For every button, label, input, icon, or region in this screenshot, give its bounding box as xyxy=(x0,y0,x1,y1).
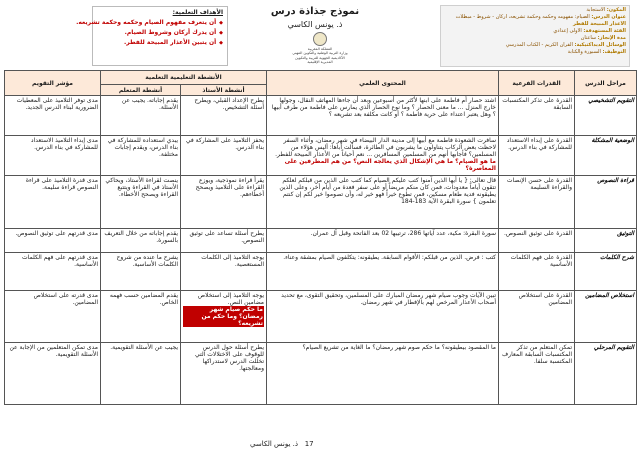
info-row xyxy=(444,7,626,14)
author-name: ذ. يونس الكاسي xyxy=(287,20,343,29)
competency-cell-text: القدرة على توثيق النصوص. xyxy=(503,230,572,237)
learner-cell xyxy=(101,229,181,253)
phase-cell xyxy=(575,253,637,291)
header-evaluation: مؤشر التقويم xyxy=(5,71,101,96)
learner-cell-text: يجيب عن الأسئلة التقويمية. xyxy=(110,344,178,351)
competency-cell-text: القدرة على تذكر المكتسبات السابقة xyxy=(502,97,572,111)
info-row xyxy=(444,28,626,35)
competency-cell xyxy=(499,136,575,176)
goal-item: ◆ أن يتعرف مفهوم الصيام وحكمه وحكمة تشريعه. xyxy=(97,18,223,28)
info-key: المكون: xyxy=(606,7,626,13)
teacher-highlight: ما حكم صيام شهر رمضان؟ وما حكم من تشريعه؟ xyxy=(183,306,264,327)
lesson-table xyxy=(4,70,637,405)
learner-cell-text: يشرح ما عنده من شروح الكلمات الأساسية. xyxy=(116,254,178,268)
info-key: الأعذار المبيحة للفطر xyxy=(573,21,626,27)
learner-cell-text: يقدم المضامين حسب فهمه الخاص. xyxy=(109,292,178,306)
learner-cell xyxy=(101,176,181,229)
content-cell xyxy=(267,136,499,176)
learning-goals-box xyxy=(76,6,228,66)
learner-cell xyxy=(101,136,181,176)
evaluation-cell-text: مدى إبداء التلاميذ الاستعداد للمشاركة في بناء الدرس. xyxy=(30,137,98,151)
table-row xyxy=(5,96,637,136)
info-value: الأولى إعدادي xyxy=(553,28,582,34)
content-cell xyxy=(267,96,499,136)
header-content: المحتوى العلمي xyxy=(267,71,499,96)
ministry-logo-block xyxy=(255,32,385,64)
teacher-cell-text: يطرح أسئلة تساعد على توثيق النصوص. xyxy=(189,230,264,244)
phase-cell-text: التقويم التشخيصي xyxy=(588,97,634,104)
learner-cell xyxy=(101,343,181,405)
lesson-info-box xyxy=(440,5,630,67)
info-row xyxy=(444,14,626,21)
phase-cell-text: قراءة النصوص xyxy=(597,177,634,184)
page-number: 17 xyxy=(304,440,314,448)
header-sub-competencies: القدرات الفرعية xyxy=(499,71,575,96)
ministry-line: المديرية الإقليمية xyxy=(307,60,333,64)
phase-cell xyxy=(575,343,637,405)
goal-item: ◆ أن يدرك أركان وشروط الصيام. xyxy=(97,28,223,38)
evaluation-cell-text: مدى تمكن المتعلمين من الإجابة عن الأسئلة التقويمية. xyxy=(9,344,98,358)
info-row xyxy=(444,21,626,28)
learner-cell-text: يبدي استعداده للمشاركة في بناء الدرس، ويقدم إجابات مختلفة. xyxy=(107,137,178,158)
learner-cell xyxy=(101,291,181,343)
phase-cell xyxy=(575,229,637,253)
competency-cell-text: تمكن المتعلم من تذكر المكتسبات السابقة المعارف المكتسبة سلفا. xyxy=(502,344,572,365)
learner-cell-text: ينصت لقراءة الأستاذ، ويحاكي الأستاذ في القراءة ويتتبع القراءة ويصحح الأخطاء. xyxy=(105,177,178,198)
content-cell-text: كتب : فرض. الذين من قبلكم: الأقوام السابقة. يطيقونه: يتكلفون الصيام بمشقة وعناء. xyxy=(283,254,496,261)
table-row xyxy=(5,136,637,176)
competency-cell-text: القدرة على حسن الإنصات والقراءة السليمة xyxy=(506,177,572,191)
evaluation-cell-text: مدى قدرته على استخلاص المضامين. xyxy=(33,292,98,306)
competency-cell xyxy=(499,253,575,291)
info-key: التوظيف: xyxy=(602,49,626,55)
info-row xyxy=(444,35,626,42)
competency-cell xyxy=(499,343,575,405)
content-cell xyxy=(267,229,499,253)
learner-cell-text: يقدم إجاباته من خلال التعريف بالسورة. xyxy=(104,230,178,244)
ministry-emblem-icon xyxy=(313,32,327,46)
teacher-cell xyxy=(181,253,267,291)
teacher-cell xyxy=(181,136,267,176)
info-key: الفئة المستهدفة: xyxy=(583,28,626,34)
page-footer xyxy=(250,440,314,448)
evaluation-cell xyxy=(5,136,101,176)
info-value: الصيام: مفهومه وحكمه وحكمة تشريعه، أركان - شروط - مبطلات xyxy=(455,14,590,20)
content-cell xyxy=(267,291,499,343)
phase-cell xyxy=(575,136,637,176)
info-key: مدة الإنجاز: xyxy=(597,35,626,41)
evaluation-cell xyxy=(5,229,101,253)
info-row xyxy=(444,49,626,56)
evaluation-cell-text: مدى قدرة التلاميذ على قراءة النصوص قراءة سليمة. xyxy=(25,177,98,191)
header-activities: الأنشطة التعليمية التعلمية xyxy=(101,71,267,85)
info-value: الاستجابة xyxy=(586,7,606,13)
table-row xyxy=(5,253,637,291)
content-cell xyxy=(267,253,499,291)
header-teacher-activities: أنشطة الأستاذ xyxy=(181,85,267,96)
page-title: نموذج جذاذة درس xyxy=(270,6,360,17)
ministry-line: وزارة التربية الوطنية والتكوين المهني xyxy=(292,51,348,56)
info-value: السبورة والكتابة xyxy=(567,49,601,55)
phase-cell xyxy=(575,96,637,136)
teacher-cell-text: يوجه التلاميذ إلى الكلمات المستعصية. xyxy=(201,254,264,268)
content-cell-text: قال تعالى: { يا أيها الذين آمنوا كتب عليكم الصيام كما كتب على الذين من قبلكم لعلكم تتقون أياماً معدودات، فمن كان منكم مريضاً أو على سفر فعدة من أيام أخر، وعلى الذين يطيقونه فدية طعام مسكين، فمن تطوع خيراً فهو خير له، وأن تصوموا خير لكم إن كنتم تعلمون } سورة البقرة الآية 183-184 xyxy=(279,177,496,205)
teacher-cell xyxy=(181,229,267,253)
info-row xyxy=(444,42,626,49)
phase-cell-text: التقويم المرحلي xyxy=(593,344,634,351)
content-cell-text: تبين الآيات وجوب صيام شهر رمضان المبارك على المسلمين، وتحقيق التقوى، مع تحديد أصحاب الأعذار المرخص لهم بالإفطار في شهر رمضان. xyxy=(281,292,496,306)
competency-cell xyxy=(499,291,575,343)
competency-cell-text: القدرة على فهم الكلمات الأساسية xyxy=(510,254,572,268)
content-cell-text: سافرت الشعوذة فاطمة مع أبيها إلى مدينة الدار البيضاء في شهر رمضان، وأثناء السفر لاحظت بعض الركاب يتناولون ما يشربون في الطائرة، فسألت أباها: أليس هؤلاء من المسلمين؟ فأجابها أنهم من المسلمين المسافرين ... نعم أحياناً من الأعذار المبيحة للفطر. xyxy=(275,137,496,158)
teacher-cell xyxy=(181,176,267,229)
competency-cell xyxy=(499,176,575,229)
info-key: الوسائل الديداكتيكية: xyxy=(574,42,626,48)
evaluation-cell xyxy=(5,253,101,291)
competency-cell xyxy=(499,96,575,136)
teacher-cell-text: يطرح أسئلة حول الدرس للوقوف على الاختلالات التي تخللت الدرس لاستدراكها ومعالجتها. xyxy=(195,344,264,372)
teacher-cell xyxy=(181,343,267,405)
competency-cell xyxy=(499,229,575,253)
table-row xyxy=(5,291,637,343)
teacher-cell-text: يطرح الإعداد القبلي، ويطرح أسئلة التشخيص. xyxy=(194,97,264,111)
header-learner-activities: أنشطة المتعلم xyxy=(101,85,181,96)
teacher-cell xyxy=(181,96,267,136)
evaluation-cell-text: مدى قدرتهم على توثيق النصوص. xyxy=(15,230,98,237)
phase-cell xyxy=(575,291,637,343)
phase-cell-text: الوضعية المشكلة xyxy=(591,137,634,144)
evaluation-cell-text: مدى توفر التلاميذ على المعطيات الضرورية لبناء الدرس الجديد. xyxy=(16,97,98,111)
evaluation-cell xyxy=(5,343,101,405)
teacher-cell xyxy=(181,291,267,343)
evaluation-cell xyxy=(5,96,101,136)
competency-cell-text: القدرة على استخلاص المضامين xyxy=(518,292,572,306)
header-phases: مراحل الدرس xyxy=(575,71,637,96)
footer-author: ذ. يونس الكاسي xyxy=(250,440,299,448)
evaluation-cell xyxy=(5,291,101,343)
teacher-cell-text: يحفز التلاميذ على المشاركة في بناء الدرس. xyxy=(185,137,264,151)
content-cell xyxy=(267,343,499,405)
learner-cell xyxy=(101,253,181,291)
competency-cell-text: القدرة على إبداء الاستعداد للمشاركة في بناء الدرس. xyxy=(506,137,572,151)
info-key: عنوان الدرس: xyxy=(591,14,626,20)
evaluation-cell xyxy=(5,176,101,229)
learner-cell-text: يقدم إجاباته. يجيب عن الأسئلة. xyxy=(121,97,178,111)
content-cell-text: سورة البقرة: مكية، عدد آياتها 286، ترتيبها 02 بعد الفاتحة وقبل آل عمران. xyxy=(310,230,496,237)
teacher-cell-text: يقرأ قراءة نموذجية، ويوزع القراءة على التلاميذ ويصحح أخطاءهم. xyxy=(195,177,264,198)
teacher-cell-text: يوجه التلاميذ إلى استخلاص مضامين النص. xyxy=(197,292,264,306)
phase-cell xyxy=(575,176,637,229)
goal-item: ◆ أن يتبين الأعذار المبيحة للفطر. xyxy=(97,38,223,48)
table-row xyxy=(5,229,637,253)
ministry-line: الأكاديمية الجهوية للتربية والتكوين xyxy=(295,55,345,60)
ministry-line: المملكة المغربية xyxy=(307,47,333,51)
content-highlight: ما هو الصيام؟ ما هي الإشكال الذي يعالجه النص؟ من هم المطرفين على المعاصرة؟ xyxy=(284,158,496,172)
info-value: القرآن الكريم - الكتاب المدرسي xyxy=(505,42,573,48)
content-cell xyxy=(267,176,499,229)
phase-cell-text: التوثيق xyxy=(617,230,634,237)
table-row xyxy=(5,343,637,405)
goals-title: الأهداف التعلمية: xyxy=(172,9,223,16)
content-cell-text: ما المقصود بيطيقونه؟ ما حكم صوم شهر رمضان؟ ما الغاية من تشريع الصيام؟ xyxy=(302,344,496,351)
phase-cell-text: استخلاص المضامين xyxy=(585,292,634,299)
phase-cell-text: شرح الكلمات xyxy=(599,254,634,261)
learner-cell xyxy=(101,96,181,136)
content-cell-text: اشتد حصار أم فاطمة على ابنها لأكثر من أسبوعين وبعد أن جاءها المهاتف النقال، وجولها خارج المنزل ... ما معنى الحصار ؟ وما نوع الحصار الذي يمارس على فاطمة من طرف أبيها ؟ وهل يعتبر اعتداء على حرية فاطمة ؟ أو كانت مكلفة بعد تشريعه ؟ xyxy=(271,97,496,118)
info-value: ساعتان xyxy=(580,35,597,41)
table-row xyxy=(5,176,637,229)
evaluation-cell-text: مدى قدرتهم على فهم الكلمات الأساسية. xyxy=(22,254,98,268)
